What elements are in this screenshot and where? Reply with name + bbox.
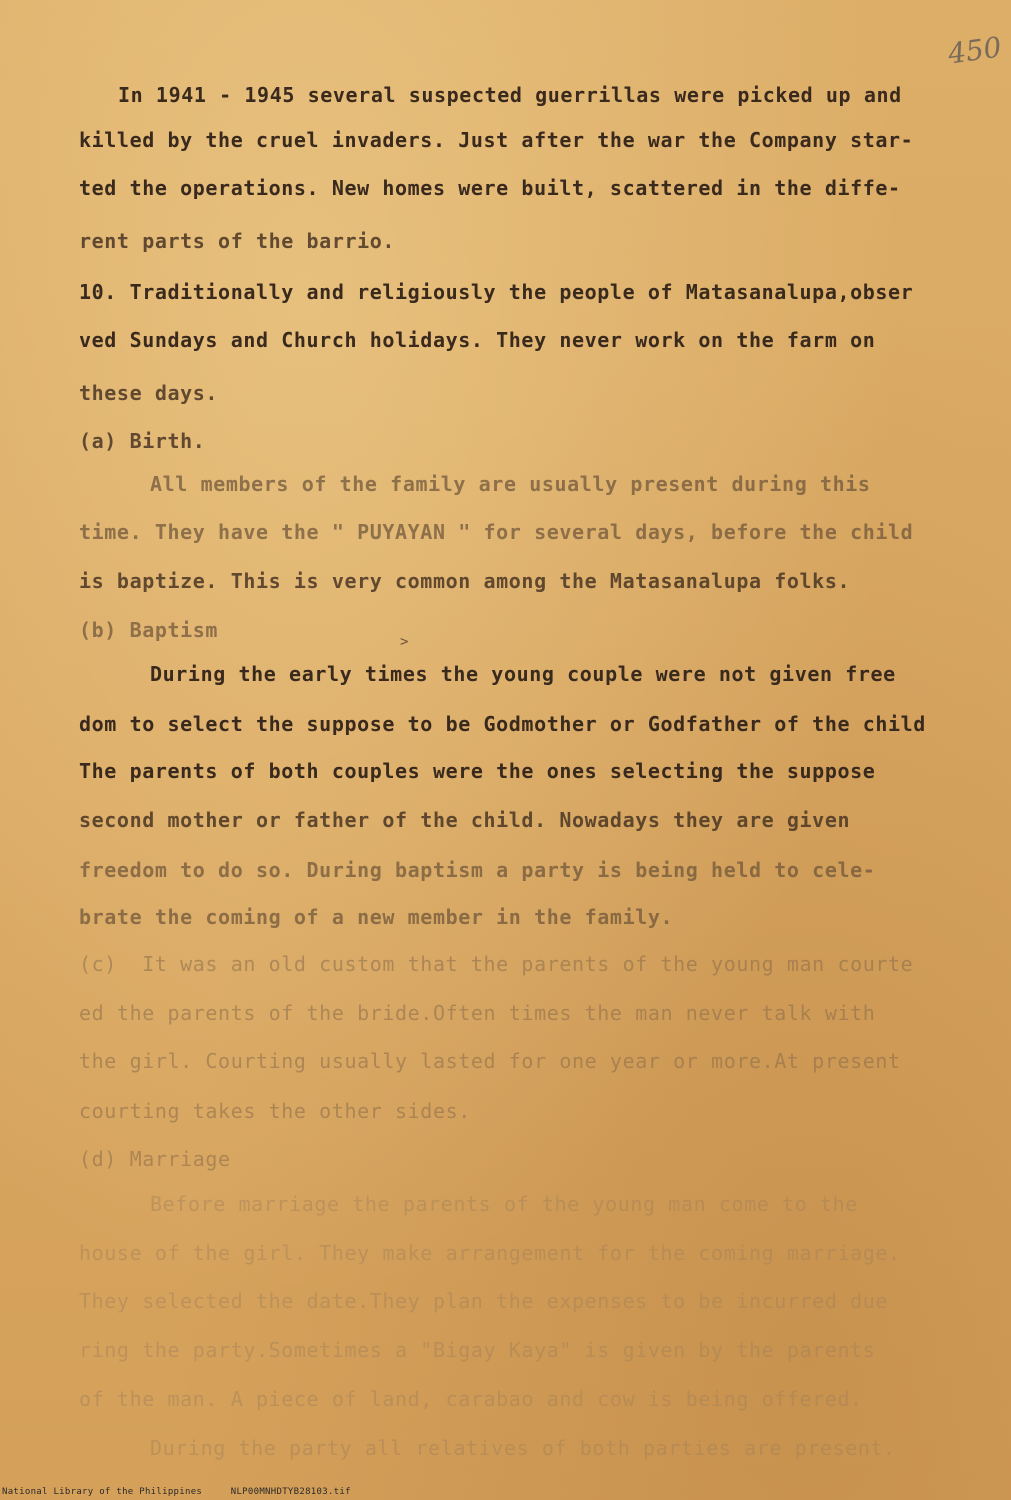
- section-heading: (d) Marriage: [79, 1147, 231, 1171]
- text-line: Before marriage the parents of the young man come to the: [150, 1192, 858, 1216]
- caret-mark: >: [400, 634, 409, 650]
- text-line: these days.: [79, 381, 219, 405]
- text-line: ted the operations. New homes were built, scattered in the diffe-: [79, 176, 901, 200]
- text-line: (c) It was an old custom that the parents of the young man courte: [79, 952, 914, 976]
- archive-footer: National Library of the Philippines NLP00MNHDTYB28103.tif: [2, 1487, 351, 1497]
- text-line: ved Sundays and Church holidays. They never work on the farm on: [79, 328, 876, 352]
- text-line: the girl. Courting usually lasted for one year or more.At present: [79, 1049, 901, 1073]
- text-line: 10. Traditionally and religiously the people of Matasanalupa,obser: [79, 280, 914, 304]
- text-line: They selected the date.They plan the expenses to be incurred due: [79, 1289, 889, 1313]
- text-line: ed the parents of the bride.Often times the man never talk with: [79, 1001, 876, 1025]
- text-line: of the man. A piece of land, carabao and cow is being offered.: [79, 1387, 863, 1411]
- text-line: is baptize. This is very common among the Matasanalupa folks.: [79, 569, 851, 593]
- section-heading: (a) Birth.: [79, 429, 206, 453]
- text-line: During the party all relatives of both parties are present.: [150, 1436, 896, 1460]
- page-number: 450: [945, 30, 1004, 71]
- text-line: house of the girl. They make arrangement for the coming marriage.: [79, 1241, 901, 1265]
- text-line: All members of the family are usually present during this: [150, 472, 871, 496]
- text-line: In 1941 - 1945 several suspected guerrillas were picked up and: [118, 83, 902, 107]
- text-line: second mother or father of the child. Nowadays they are given: [79, 808, 851, 832]
- text-line: freedom to do so. During baptism a party is being held to cele-: [79, 858, 876, 882]
- text-line: dom to select the suppose to be Godmother or Godfather of the child: [79, 712, 926, 736]
- text-line: During the early times the young couple were not given free: [150, 662, 896, 686]
- text-line: time. They have the " PUYAYAN " for several days, before the child: [79, 520, 914, 544]
- text-line: The parents of both couples were the ones selecting the suppose: [79, 759, 876, 783]
- text-line: courting takes the other sides.: [79, 1099, 471, 1123]
- section-heading: (b) Baptism: [79, 618, 219, 642]
- text-line: brate the coming of a new member in the family.: [79, 905, 674, 929]
- text-line: killed by the cruel invaders. Just after the war the Company star-: [79, 128, 914, 152]
- text-line: ring the party.Sometimes a "Bigay Kaya" is given by the parents: [79, 1338, 876, 1362]
- text-line: rent parts of the barrio.: [79, 229, 396, 253]
